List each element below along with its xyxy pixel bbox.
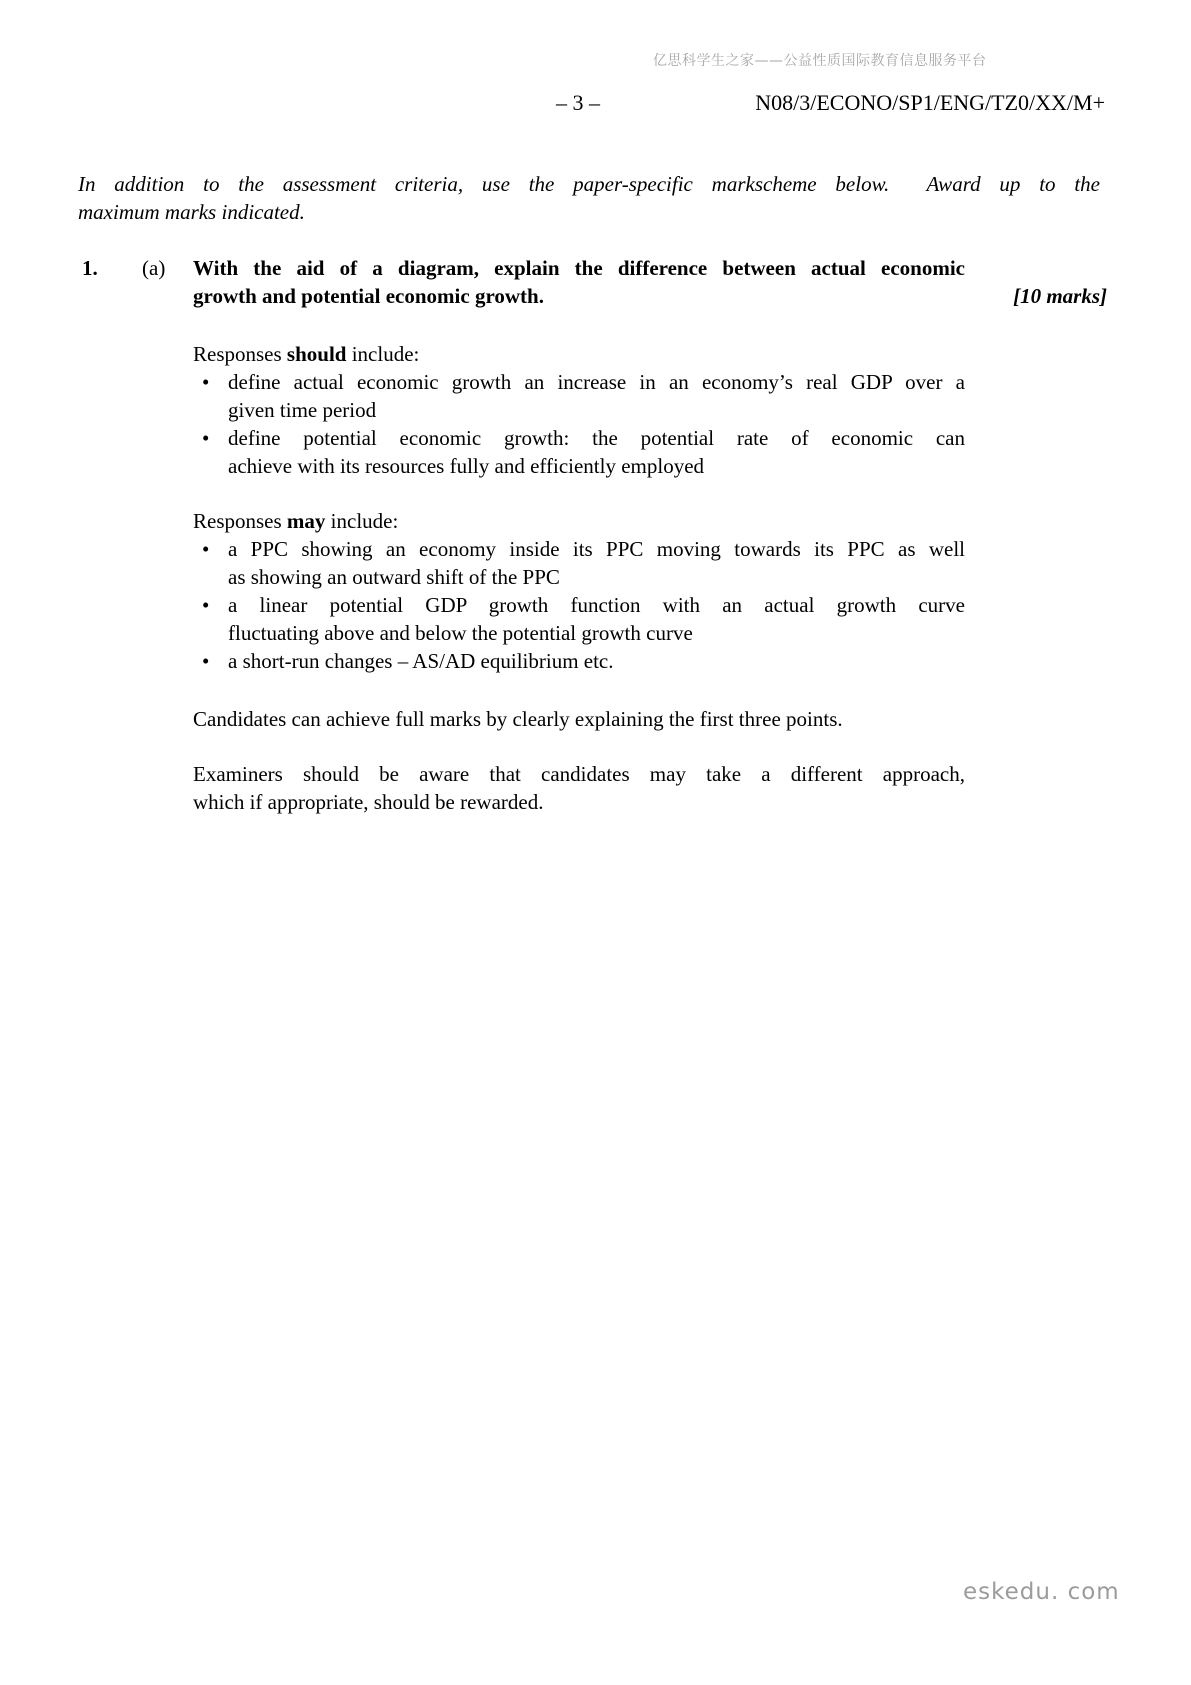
question-line: With the aid of a diagram, explain the difference between actual economic: [193, 256, 965, 280]
bullet-line: define potential economic growth: the potential rate of economic can: [228, 426, 965, 450]
bullet-line: given time period: [228, 398, 377, 422]
responses-should-section: [193, 340, 965, 480]
top-watermark: 亿思科学生之家——公益性质国际教育信息服务平台: [653, 53, 987, 69]
bullet-item: [193, 424, 965, 480]
bullet-line: a short-run changes – AS/AD equilibrium etc.: [228, 649, 614, 673]
intro-line: In addition to the assessment criteria, use the paper-specific markscheme below. Award up to the: [78, 172, 1100, 196]
page-number: – 3 –: [556, 90, 600, 115]
note-line: Examiners should be aware that candidates may take a different approach,: [193, 762, 965, 786]
lead-text: Responses: [193, 342, 287, 366]
marks-label: [10 marks]: [1013, 284, 1107, 308]
lead-bold-word: may: [286, 509, 326, 533]
bullet-line: as showing an outward shift of the PPC: [228, 565, 560, 589]
bottom-watermark: eskedu. com: [963, 1579, 1120, 1605]
bullet-icon: •: [202, 593, 210, 617]
bullet-item: [193, 647, 965, 675]
bullet-item: [193, 591, 965, 647]
intro-line: maximum marks indicated.: [78, 200, 305, 224]
bullet-icon: •: [202, 649, 210, 673]
question-number: 1.: [82, 256, 98, 280]
responses-may-lead: [193, 507, 965, 535]
lead-text: include:: [325, 509, 399, 533]
question-line: growth and potential economic growth.: [193, 284, 544, 308]
question-part-label: (a): [142, 256, 166, 280]
question-1a: [82, 254, 1107, 310]
responses-may-section: [193, 507, 965, 675]
responses-should-lead: [193, 340, 965, 368]
document-code: N08/3/ECONO/SP1/ENG/TZ0/XX/M+: [755, 90, 1105, 115]
note-examiners: [193, 760, 965, 816]
bullet-line: a linear potential GDP growth function with an actual growth curve: [228, 593, 965, 617]
bullet-line: achieve with its resources fully and efficiently employed: [228, 454, 705, 478]
bullet-line: define actual economic growth an increase in an economy’s real GDP over a: [228, 370, 965, 394]
lead-text: include:: [346, 342, 420, 366]
bullet-line: fluctuating above and below the potential growth curve: [228, 621, 693, 645]
note-line: which if appropriate, should be rewarded.: [193, 790, 544, 814]
lead-text: Responses: [193, 509, 287, 533]
bullet-icon: •: [202, 537, 210, 561]
lead-bold-word: should: [286, 342, 347, 366]
bullet-line: a PPC showing an economy inside its PPC moving towards its PPC as well: [228, 537, 965, 561]
intro-paragraph: [78, 170, 1100, 226]
bullet-item: [193, 368, 965, 424]
bullet-icon: •: [202, 426, 210, 450]
note-full-marks: [193, 705, 965, 733]
note-line: Candidates can achieve full marks by clearly explaining the first three points.: [193, 707, 843, 731]
bullet-icon: •: [202, 370, 210, 394]
bullet-item: [193, 535, 965, 591]
